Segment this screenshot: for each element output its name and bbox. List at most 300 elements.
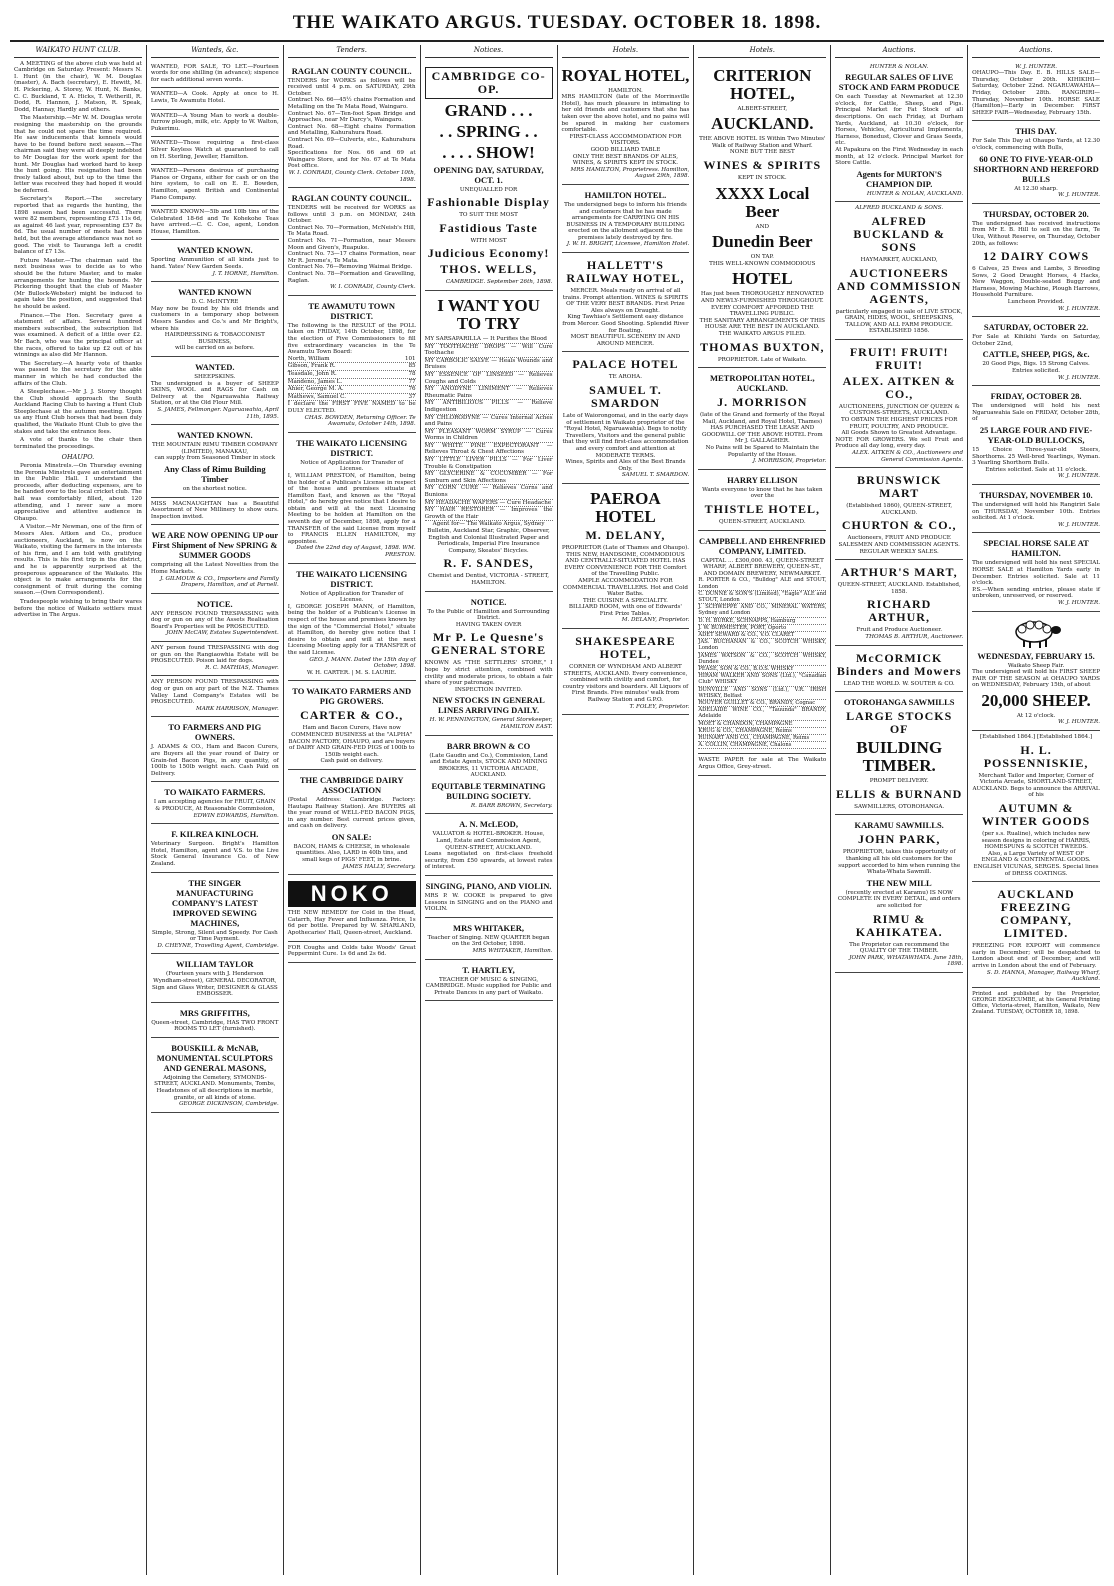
column-auctions-b <box>968 45 1104 1575</box>
column-hotels-a <box>558 45 695 1575</box>
ad-text: The undersigned begs to inform his friends and customers that he has made arrangements for CARRYING ON HIS BUSINESS IN A TEMPORARY BUILDING erected on the allotment adjacent to the premises lately destroyed by fire. <box>564 201 687 241</box>
ad-text: King Tawhiao's Settlement easy distance from Mercer. Good Shooting. Splendid River for Boating. <box>562 314 689 334</box>
ad-subheading: Notice of Application for Transfer of License. <box>300 590 404 604</box>
advertisement <box>835 61 963 203</box>
ad-heading: EQUITABLE TERMINATING BUILDING SOCIETY. <box>431 780 546 801</box>
advertisement <box>562 185 690 253</box>
ad-heading: THOMAS BUXTON, <box>700 339 825 354</box>
ad-text: The undersigned will hold his next Ngaruawahia Sale on FRIDAY, October 28th, of <box>972 403 1100 423</box>
ad-text: PROPRIETOR, takes this opportunity of thanking all his old customers for the support accorded to him when running the Whata-Whata Sawmill. <box>838 849 961 876</box>
ad-text: Contract No. 70—Formation, McNeish's Hill, Te Mata Road. <box>287 224 416 238</box>
ad-text: (late of the Grand and formerly of the Royal Mail, Auckland, and Royal Hotel, Thames) HAS PURCHASED THE LEASE AND GOODWILL OF THE ABOVE HOTEL From Mr J. GALLAGHER. <box>699 412 825 445</box>
ad-heading: HOTEL <box>732 269 793 289</box>
ad-signature: H. W. PENNINGTON, General Storekeeper, HAMILTON EAST. <box>429 717 553 730</box>
ad-heading: Dunedin Beer <box>712 232 813 252</box>
ad-text: TE AROHA. <box>608 374 642 381</box>
ad-signature: JOHN PARK, WHATAWHATA. June 18th, 1898. <box>849 954 964 968</box>
ad-text: AMPLE ACCOMMODATION FOR COMMERCIAL TRAVELLERS. Hot and Cold Water Baths. <box>562 577 688 598</box>
ad-heading: ROYAL HOTEL, <box>561 65 690 85</box>
ad-heading: THE NEW MILL <box>866 877 932 888</box>
poll-row <box>288 394 416 402</box>
article-paragraph: A MEETING of the above club was held at Cambridge on Saturday. Present: Messrs N. I. Hunt (in the chair), W. M. Douglas (master), A. Bach (secretary), E. Hewitt, M. H. Pickering, A. Storey, W. Hunt, N. Banks, C. C. Buckland, T. A. Hicks, T. Wetherill, R. Dodd, R. Hannon, J. Matson, R. Speak, Dodd, Hannay, Hardly and others. <box>14 60 142 113</box>
ad-text: LEAD THE WORLD. W. SOUTER & CO. <box>843 680 955 687</box>
ad-text: Simple, Strong, Silent and Speedy. For Cash or Time Payment. <box>151 929 278 943</box>
ad-text: QUEEN-STREET, AUCKLAND. Established, 1858. <box>837 582 961 595</box>
advertisement <box>698 368 826 470</box>
candidate-votes: 101 <box>404 355 416 362</box>
ad-heading: AUCKLAND. <box>711 114 814 134</box>
advertisement <box>151 954 279 1002</box>
advertisement <box>288 433 416 564</box>
ad-heading: BUILDING TIMBER. <box>856 738 943 776</box>
advertisement <box>151 110 279 138</box>
ad-heading: THOS. WELLS, <box>440 262 537 277</box>
ad-text: (Postal Address: Cambridge. Factory: Hautapu Railway Station). Are BUYERS all the year round of WELL-FED BACON PIGS, in any number. Best current prices given, and cash on delivery. <box>287 796 416 830</box>
ad-text: INSPECTION INVITED. <box>454 686 523 693</box>
ad-signature: CHAS. BOWDEN, Returning Officer. Te Awamutu, October 14th, 1898. <box>304 414 416 428</box>
advertisement <box>562 629 690 715</box>
ad-text: MERCER. Meals ready on arrival of all trains. Prompt attention. WINES & SPIRITS OF THE VERY BEST BRANDS. First Prize Ales always on Draught. <box>562 288 689 314</box>
imprint-text: Printed and published by the Proprietor, GEORGE EDGECUMBE, at his General Printing Office, Victoria-street, Hamilton, Waikato, New Zealand. TUESDAY, OCTOBER 18, 1898. <box>972 990 1100 1016</box>
ad-text: Agent for— The Waikato Argus, Sydney Bulletin, Auckland Star, Graphic, Observer, English and Colonial Illustrated Paper and Periodicals, Imperial Fire Insurance Company, Skeates' Bicycles. <box>427 521 550 554</box>
ad-text: Chemist and Dentist, VICTORIA - STREET, HAMILTON. <box>428 573 550 586</box>
ad-text: VALUATOR & HOTEL-BROKER. House, Land, Estate and Commission Agent, QUEEN-STREET, AUCKLAND. <box>432 831 545 851</box>
ad-text: 6 Calves, 25 Ewes and Lambs, 3 Breeding Sows, 2 Good Draught Horses, 4 Hacks, New Waggon, Double-seated Buggy and Harness, Mowing Machine, Plough Harrows, Household Furniture. <box>972 266 1100 299</box>
ad-heading: NOTICE. <box>470 596 507 607</box>
list-item: D. H. BURKE, SCHNAPPS, Hamburg <box>698 618 826 625</box>
advertisement <box>835 560 963 645</box>
ad-text: WASTE PAPER for sale at The Waikato Argus Office, Grey-street. <box>698 757 827 771</box>
ad-heading: THIS DAY. <box>1015 126 1057 137</box>
column-auctions-a <box>831 45 968 1575</box>
ad-text: Auctioneers, FRUIT AND PRODUCE SALESMEN AND COMMISSION AGENTS. REGULAR WEEKLY SALES. <box>838 535 960 555</box>
ad-text: Late of Waiorongomai, and in the early days of settlement in Waikato proprietor of the "Royal Hotel, Ngaruawahia). Begs to notify Travellers, Visitors and the general public that they will find first-class accommodation and every comfort and attention at MODERATE TERMS. <box>562 413 689 459</box>
ad-text: 20 Good Pigs, Bigs. 15 Strong Calves. Entries solicited. <box>982 361 1090 375</box>
list-item: HIRAM WALKER AND SONS (Ltd.), "Canadian Club" WHISKY <box>698 673 827 686</box>
ad-heading: T. HARTLEY, <box>462 964 515 975</box>
ad-heading: TO FARMERS AND PIG OWNERS. <box>168 722 262 743</box>
ad-text: The Proprietor can recommend the QUALITY OF THE TIMBER. <box>849 941 950 955</box>
ad-heading: THE WAIKATO LICENSING DISTRICT. <box>296 568 408 589</box>
ad-text: THE NEW REMEDY for Cold in the Head, Catarrh, Hay Fever and Influenza. Price, 1s 6d per bottle. Prepared by W. SHARLAND, Apothecaries' Hall, Queen-street, Auckland. <box>287 910 416 937</box>
ad-heading: BOUSKILL & McNAB, MONUMENTAL SCULPTORS AND GENERAL MASONS, <box>156 1042 273 1073</box>
ad-text: Contract No. 76—Removing Waimai Bridge. <box>287 264 413 271</box>
ad-text: Ham and Bacon Curers, Have now COMMENCED BUSINESS at the "ALPHA" BACON FACTORY, OHAUPO, and are buyers of DAIRY AND GRAIN-FED PIGS of 100lb to 150lb weight each. <box>288 725 416 758</box>
ad-heading: CAMBRIDGE CO-OP. <box>425 67 553 99</box>
advertisement <box>425 960 553 1002</box>
ad-signature: Dated the 22nd day of August, 1898. WM. PRESTON. <box>296 545 416 559</box>
advertisement <box>972 612 1100 732</box>
ad-text: Entries solicited. Sale at 11 o'clock. <box>985 466 1087 473</box>
ad-heading: FRUIT! FRUIT! FRUIT! <box>849 344 949 372</box>
ad-heading: AUCKLAND FREEZING COMPANY, LIMITED. <box>997 887 1075 941</box>
ad-text: On each Tuesday at Newmarket at 12.30 o'clock, for Cattle, Sheep, and Pigs. Principal Market for Fat Stock of all descriptions. On each Friday, at Durham Yards, Auckland, at 10.30 o'clock, for Horses, Vehicles, Agricultural Implements, Harness, Bonedust, Clover and Grass Seeds, etc. <box>835 94 964 147</box>
ad-text: MRS HAMILTON (late of the Morrinsville Hotel), has much pleasure in intimating to her old friends and customers that she has taken over the above hotel, and no pains will be spared in making her customers comfortable. <box>561 94 690 134</box>
article-paragraph: Future Master.—The chairman said the next business was to decide as to who should be the future Master, and to make arrangements for hunting the hounds. Mr Pickering thought that the club of Master (Mr Bullock-Webster) might be induced to again take the position, and suggested that he should be asked. <box>14 257 142 310</box>
ad-heading: SINGING, PIANO, AND VIOLIN. <box>425 881 552 892</box>
ad-text: Fruit and Produce Auctioneer. <box>856 627 943 634</box>
advertisement <box>151 61 279 89</box>
candidate-name: North, William <box>287 355 330 362</box>
ad-text: Contract No. 69—Culverts, etc., Kahurahura Road. <box>287 136 416 150</box>
ad-text: PROPRIETOR (Late of Thames and Ohaupo). <box>561 544 690 551</box>
column-heading: Auctions. <box>835 45 963 58</box>
ad-heading: WINES & SPIRITS <box>703 157 822 172</box>
advertisement <box>151 282 279 357</box>
ad-text: ANY PERSON FOUND TRESPASSING with dog or gun on any of the Assets Realisation Board's Properties will be PROSECUTED. <box>150 610 279 630</box>
advertisement <box>972 533 1100 611</box>
ad-text: QUEEN-STREET, AUCKLAND. <box>719 519 806 526</box>
ad-signature: T. FOLEY, Proprietor. <box>629 703 690 710</box>
ad-heading: REGULAR SALES OF LIVE STOCK AND FARM PRODUCE <box>838 72 960 93</box>
ad-text: [Established 1864.] [Established 1864.] <box>979 734 1093 741</box>
ad-heading: WEDNESDAY, FEBRUARY 15. <box>977 650 1095 661</box>
article-paragraph: A Visitor.—Mr Newman, one of the firm of Messrs Alex. Aitken and Co., produce auctioneers, Auckland, is now on the Waikato, visiting the farmers in the interests of his firm, and I am told with gratifying results. This is his first trip in the district, and he is apparently surprised at the prosperous appearance of the Waikato. His object is to make arrangements for the consignment of fruit during the coming season.—(Own Correspondent). <box>14 524 142 597</box>
ad-text: GOOD BILLIARD TABLE <box>590 146 661 153</box>
ad-text: Contract No. 66—45½ chains Formation and Metalling on the Te Mata Road, Waingaro. <box>287 97 416 110</box>
ad-heading: LARGE STOCKS OF <box>846 709 953 737</box>
ad-text: Contract No. 68—Eight chains Formation and Metalling, Kahurahura Road. <box>287 123 416 137</box>
ad-text: ONLY THE BEST BRANDS OF ALES, WINES, & SPIRITS KEPT IN STOCK. <box>572 153 679 167</box>
ad-text: THE ABOVE HOTEL IS Within Two Minutes' Walk of Railway Station and Wharf. <box>699 136 826 149</box>
ad-heading: I WANT YOU TO TRY <box>437 295 540 333</box>
advertisement <box>425 291 553 592</box>
ad-text: TENDERS will be received for WORKS as follows until 3 p.m. on MONDAY, 24th October. <box>287 205 416 225</box>
ad-heading: HALLETT'S RAILWAY HOTEL, <box>566 258 685 286</box>
ad-text: WITH MOST <box>470 237 507 244</box>
advertisement <box>151 165 279 206</box>
ad-heading: WANTED KNOWN. <box>177 430 253 441</box>
advertisement <box>151 824 279 872</box>
ad-text: MISS MACNAUGHTAN has a Beautiful Assortment of New Millinery to show ours. Inspection invited. <box>150 500 279 520</box>
ad-text: Teacher of Singing. NEW QUARTER began on the 3rd October, 1898. <box>427 934 550 948</box>
ad-text: P.S.—When sending entries, please state if unbroken, unreserved, or reserved. <box>972 586 1100 600</box>
article-paragraph: A vote of thanks to the chair then terminated the proceedings. <box>14 437 142 450</box>
ad-text: TO OBTAIN THE HIGHEST PRICES FOR FRUIT, POULTRY, AND PRODUCE. <box>841 417 958 430</box>
ad-heading: MRS GRIFFITHS, <box>179 1007 250 1018</box>
ad-signature: S. D. HANNA, Manager, Railway Wharf, Auckland. <box>986 969 1100 983</box>
ad-text: Loans negotiated on first-class freehold security, from £50 upwards, at lowest rates of interest. <box>424 851 553 871</box>
advertisement <box>288 942 416 963</box>
ad-heading: Any Class of Rimu Building Timber <box>164 463 266 484</box>
ad-signature: MARK HARRISON, Manager. <box>196 705 279 712</box>
ad-text: Has just been THOROUGHLY RENOVATED AND NEWLY-FURNISHED THROUGHOUT. <box>700 291 824 304</box>
candidate-votes: 37 <box>408 393 416 400</box>
ad-text: I, GEORGE JOSEPH MANN, of Hamilton, being the holder of a Publican's License in respect of the house and premises known by the sign of the "Commercial Hotel," situate at Hamilton, do hereby give notice that I desire to obtain and will at the next Licensing Meeting apply for a TRANSFER of the said License. <box>287 603 416 656</box>
ad-heading: FRIDAY, OCTOBER 28. <box>990 391 1082 402</box>
list-item: MY CARBOLIC SALVE — Heals Wounds and Bruises <box>424 357 553 371</box>
advertisement <box>151 137 279 165</box>
ad-heading: AUTUMN & WINTER GOODS <box>981 801 1091 829</box>
candidate-name: Ahier, George M. A. <box>287 386 344 393</box>
ad-signature: THOMAS B. ARTHUR, Auctioneer. <box>865 633 964 640</box>
advertisement <box>425 814 553 876</box>
advertisement <box>151 676 279 717</box>
ad-signature: JAMES HALLY, Secretary. <box>342 863 416 870</box>
ad-text: HAMILTON. <box>608 87 643 94</box>
column-hunt-club <box>10 45 147 1575</box>
advertisement <box>972 882 1100 988</box>
ad-text: FIRST-CLASS ACCOMMODATION FOR VISITORS. <box>569 133 682 147</box>
advertisement <box>151 498 279 526</box>
ad-name: D. C. McINTYRE <box>191 299 239 306</box>
ad-text: Contract No. 71—Formation, near Messrs Moon and Given's, Ruapuke. <box>287 238 416 251</box>
ad-text: particularly engaged in sale of LIVE STOCK, GRAIN, HIDES, WOOL, SHEEPSKINS, TALLOW, AND ALL FARM PRODUCE. <box>835 308 963 328</box>
ad-heading: MRS WHITAKER, <box>453 922 525 933</box>
ad-firm: ALFRED BUCKLAND & SONS. <box>855 205 944 212</box>
ad-text: Wants everyone to know that he has taken over the <box>702 486 823 500</box>
ad-signature: W. H. CARTER. | M. S. LAURIE. <box>306 669 397 676</box>
ad-text: I am accepting agencies for FRUIT, GRAIN & PRODUCE, At Reasonable Commission, <box>153 799 276 812</box>
ad-text: All Goods Shown to Greatest Advantage. <box>841 430 957 437</box>
ad-heading: SAMUEL T. SMARDON <box>589 383 662 410</box>
advertisement <box>151 594 279 642</box>
ad-text: THIS WELL-KNOWN COMMODIOUS <box>709 260 816 267</box>
candidate-name: Teasdale, John R. <box>287 370 337 377</box>
column-heading: Hotels. <box>698 45 826 58</box>
advertisement <box>972 485 1100 533</box>
ad-text: WANTED—A Young Man to work a double-furrow plough, milk, etc. Apply to W. Walton, Pukerimu. <box>150 112 279 132</box>
ad-text: 15 Choice Three-year-old Steers, Shorthorns. 25 Well-bred Yearlings, Wyman. 3 Yearling Shorthorn Bulls. <box>972 447 1100 467</box>
column-hotels-b <box>694 45 831 1575</box>
ad-text: NOTE FOR GROWERS. We sell Fruit and Produce all day long, every day. <box>835 436 964 450</box>
ad-text: J. ADAMS & CO., Ham and Bacon Curers, are Buyers all the year round of Dairy or Grain-fed Bacon Pigs, in any quantity, of 100lb to 150lb weight each. Cash Paid on Delivery. <box>150 744 279 777</box>
advertisement <box>698 470 826 531</box>
ad-heading: McCORMICK Binders and Mowers <box>836 650 962 678</box>
list-item: C. DUNNE & SON'S (Limited), "Eagle" ALE and STOUT, London <box>698 590 827 604</box>
advertisement <box>425 736 553 815</box>
ad-signature: W. J. HUNTER. <box>1058 719 1100 726</box>
list-item: MOET & CHANDON, CHAMPAGNE <box>698 721 826 728</box>
ad-signature: MRS WHITAKER, Hamilton. <box>472 948 553 954</box>
poll-row <box>288 386 416 394</box>
ad-signature: W. J. HUNTER. <box>1058 473 1100 480</box>
ad-text: OHAUPO—This Day. E. B. HILLS SALE—Thursday, October 20th. KIHIKIHI—Saturday, October 22nd. NGARUAWAHIA—Friday, October 28th. RANGIRIRI—Thursday, November 10th. HORSE SALE (Hamilton)—Early in December. FIRST SHEEP FAIR—Wednesday, February 15th. <box>972 70 1100 116</box>
advertisement <box>972 731 1100 882</box>
ad-heading: . . . . SHOW! <box>442 142 535 162</box>
list-item: DUNVILLE AND SONS (Ltd.), V.R. IRISH WHISKY, Belfast <box>698 686 827 699</box>
ad-signature: J. T. HORNE, Hamilton. <box>212 270 279 277</box>
ad-text: NONE BUT THE BEST <box>729 149 795 156</box>
imprint <box>972 988 1100 1020</box>
list-item: MY GLYCERINE & CUCUMBER — For Sunburn and Skin Affections <box>424 471 553 484</box>
ad-text: Contract No. 73—17 chains Formation, near Mr R. Jerome's, Te Mata. <box>287 251 416 264</box>
advertisement <box>151 425 279 497</box>
ad-text: UNEQUALLED FOR <box>459 186 518 193</box>
ad-signature: HUNTER & NOLAN, AUCKLAND. <box>866 190 964 197</box>
ad-heading: METROPOLITAN HOTEL, AUCKLAND. <box>709 373 815 394</box>
list-item: MY ANTIBILIOUS PILLS — Relieve Indigestion <box>424 400 553 413</box>
ad-text: To the Public of Hamilton and Surrounding District. <box>427 608 550 622</box>
list-item: MY HAIR RESTORER — Improves the Growth of the Hair <box>424 507 553 520</box>
ad-heading: BRUNSWICK MART <box>857 473 942 501</box>
column-heading: Tenders. <box>288 45 416 58</box>
ad-signature: MRS HAMILTON, Proprietress. Hamilton, August 29th, 1898. <box>570 166 690 180</box>
ad-heading: ALEX. AITKEN & CO., <box>842 373 956 401</box>
ad-heading: 60 ONE TO FIVE-YEAR-OLD SHORTHORN AND HEREFORD BULLS <box>973 153 1099 184</box>
column-heading: Auctions. <box>972 45 1100 58</box>
ad-signature: EDWIN EDWARDS, Hamilton. <box>193 812 279 819</box>
advertisement <box>425 876 553 918</box>
advertisement <box>972 61 1100 122</box>
poll-results <box>288 356 416 402</box>
ad-text: (Established 1860), QUEEN-STREET, AUCKLAND. <box>846 503 953 516</box>
ad-signature: W. I. CONRADI, County Clerk. October 10th, 1898. <box>288 169 416 183</box>
list-item: JAS. BUCHANAN & CO., SCOTCH WHISKY, London <box>698 639 827 652</box>
ad-heading: THISTLE HOTEL, <box>704 502 820 517</box>
ad-text: (recently erected at Karamu) IS NOW COMPLETE IN EVERY DETAIL, and orders are solicited for <box>837 889 961 909</box>
ad-signature: W. I. CONRADI, County Clerk. <box>330 284 416 291</box>
ad-heading: XXXX Local Beer <box>715 183 810 221</box>
ad-text: MRS P. W. COOKE is prepared to give Lessons in SINGING and on the PIANO and VIOLIN. <box>424 893 553 913</box>
advertisement <box>288 770 416 875</box>
ad-heading: THE SINGER MANUFACTURING COMPANY'S LATEST IMPROVED SEWING MACHINES, <box>171 877 258 928</box>
list-item: RUINART AND CO., CHAMPAGNE, Reims <box>698 735 826 742</box>
ad-signature: ALEX. AITKEN & CO., Auctioneers and General Commission Agents. <box>851 450 964 463</box>
ad-text: (Late Gaudin and Co.), Commission, Land and Estate Agents, STOCK AND MINING BROKERS, 11 VICTORIA ARCADE, AUCKLAND. <box>429 752 548 779</box>
ad-text: Queen-street, Cambridge, HAS TWO FRONT ROOMS TO LET (furnished). <box>151 1019 279 1033</box>
advertisement <box>835 202 963 340</box>
ad-text: HAIRDRESSING & TOBACCONIST BUSINESS, <box>164 332 265 345</box>
ad-text: BILLIARD ROOM, with one of Edwards' First Prize Tables. <box>568 604 682 617</box>
article-paragraph: The Secretary.—A hearty vote of thanks was passed to the secretary for the able manner in which he had conducted the affairs of the Club. <box>14 360 142 387</box>
advertisement <box>562 253 690 352</box>
ad-heading: 12 DAIRY COWS <box>982 249 1090 264</box>
list-item: J. SCHWEPPE AND CO., MINERAL WATERS, Sydney and London <box>698 604 827 617</box>
ad-text: HAVING TAKEN OVER <box>455 621 522 628</box>
ad-heading: Fastidious Taste <box>439 220 538 235</box>
ad-text: I declare the FIRST FIVE NAMED to be DULY ELECTED. <box>287 401 416 414</box>
ad-heading: CATTLE, SHEEP, PIGS, &c. <box>982 349 1090 360</box>
list-item: A. COLLIN, CHAMPAGNE, Chalons <box>698 742 826 749</box>
ad-heading: THURSDAY, NOVEMBER 10. <box>979 489 1093 500</box>
advertisement <box>835 468 963 560</box>
ad-text: For Sale This Day at Ohaupo Yards, at 12.30 o'clock, commencing with Bulls, <box>972 138 1100 151</box>
ad-text: HAYMARKET, AUCKLAND, <box>860 256 938 263</box>
sheep-icon <box>1006 617 1066 649</box>
ad-heading: ALFRED BUCKLAND & SONS <box>853 213 946 254</box>
ad-signature: D. CHEYNE, Travelling Agent, Cambridge. <box>157 942 279 949</box>
ad-heading: THE WAIKATO LICENSING DISTRICT. <box>296 437 408 458</box>
ad-text: ALBERT-STREET, <box>737 105 788 112</box>
ad-text: will be carried on as before. <box>174 345 255 352</box>
ad-text: Veterinary Surgeon. Bright's Hamilton Hotel, Hamilton, agent and V.S. to the Live Stock General Insurance Co. of New Zealand. <box>150 841 279 867</box>
section-heading: OHAUPO. <box>61 453 95 462</box>
advertisement <box>562 352 690 484</box>
list-item: PEASE, SON & CO., B.O.S. WHISKY <box>698 666 826 673</box>
ad-text: TENDERS for WORKS as follows will be received until 4 p.m. on SATURDAY, 29th October. <box>287 77 416 97</box>
ad-heading: RAGLAN COUNTY COUNCIL. <box>291 193 412 204</box>
ad-heading: ARTHUR'S MART, <box>840 565 958 580</box>
ad-name: SHEEPSKINS. <box>194 374 236 380</box>
column-heading: Notices. <box>425 45 553 58</box>
advertisement <box>288 681 416 770</box>
advertisement <box>151 782 279 824</box>
advertisement <box>151 873 279 955</box>
advertisement <box>288 188 416 296</box>
ad-signature: CAMBRIDGE. September 26th, 1898. <box>445 279 553 286</box>
ad-text: Luncheon Provided. <box>1007 299 1065 306</box>
list-item: MY LITTLE LIVER PILLS — For Liver Trouble & Constipation <box>424 457 553 470</box>
list-item: MY CHLORODYNE — Cures Internal Aches and Pains <box>424 414 553 428</box>
list-item: ROUYER GUILLET & CO., BRANDY, Cognac <box>698 700 826 707</box>
list-item: MY HEADACHE WAFERS — Cure Headache <box>424 499 552 506</box>
candidate-name: Gibson, Frank R. <box>287 363 336 370</box>
list-item: MY PLEASANT WORM SYRUP — Cures Worms in Children <box>424 428 553 442</box>
list-item: ADELAIDE WINE CO., "Tauunda" BRANDY, Adelaide <box>698 707 827 720</box>
ad-heading: THURSDAY, OCTOBER 20. <box>983 208 1089 219</box>
ad-text: comprising all the Latest Novelties from the Home Markets. <box>150 562 279 575</box>
ad-signature: J. GILMOUR & CO., Importers and Family Drapers, Hamilton, and at Parnell. <box>160 575 279 589</box>
list-item: R. PORTER & CO., "Bulldog" ALE and STOUT, London <box>698 577 827 590</box>
ad-heading: RAGLAN COUNTY COUNCIL. <box>291 65 412 76</box>
noko-logo-banner: NOKO <box>288 881 416 907</box>
ad-signature: GEORGE DICKINSON, Cambridge. <box>179 1101 279 1108</box>
ad-heading: SATURDAY, OCTOBER 22. <box>983 322 1089 333</box>
poll-row <box>288 371 416 379</box>
ad-heading: SHAKESPEARE HOTEL, <box>575 634 676 662</box>
columns-container <box>10 45 1104 1575</box>
list-item: KRUG & CO., CHAMPAGNE, Reims <box>698 728 826 735</box>
article-paragraph: Peronia Minstrels.—On Thursday evening the Peronia Minstrels gave an entertainment in the Public Hall. I understand the proceeds, after deducting expenses, are to be handed over to the local cricket club. The hall was comfortably filled, about 120 attending, and I never saw a more appreciative and attentive audience in Ohaupo. <box>14 463 142 522</box>
column-notices <box>421 45 558 1575</box>
ad-heading: WANTED KNOWN <box>178 287 252 298</box>
ad-text: THE WAIKATO ARGUS FILED. <box>718 330 806 337</box>
ad-heading: BARR BROWN & CO <box>446 740 531 751</box>
ad-heading: R. F. SANDES, <box>443 556 534 571</box>
ad-text: The following is the RESULT of the POLL taken on FRIDAY, 14th October, 1898, for the election of Five Commissioners to fill five extraordinary vacancies in the Te Awamutu Town Board: <box>287 322 416 356</box>
article-paragraph: The Mastership.—Mr W. M. Douglas wrote resigning the mastership on the grounds that he could not spare the time required. He saw inducements that kennels would have to be found before next season.—The chairman said they were all deeply indebted to Mr Douglas for the work spent for the hunt. Mr Douglas had worked hard to keep the hunt going. His resignation had been freely talked about, but up to the time the letter was received they had hoped it would be deferred. <box>14 115 142 194</box>
ad-text: Specifications for Nos. 66 and 69 at Waingaro Store, and for No. 67 at Te Mata Post office. <box>287 150 416 170</box>
ad-heading: KARAMU SAWMILLS. <box>854 820 944 831</box>
ad-text: At Papakura on the First Wednesday in each month, at 12 o'clock. Principal Market for Store Cattle. <box>835 146 964 167</box>
column-wanteds <box>147 45 284 1575</box>
advertisement <box>151 206 279 240</box>
poll-row <box>288 363 416 371</box>
ad-text: The undersigned has received instructions from Mr E. B. Hill to sell on the farm, Te Uku, Without Reserve, on Thursday, October 20th, as follows: <box>972 220 1100 247</box>
ad-heading: H. L. POSSENNISKIE, <box>983 742 1089 770</box>
ad-text: ESTABLISHED 1856. <box>868 328 930 335</box>
ad-heading: GRAND . . . <box>444 100 533 120</box>
ad-text: Merchant Tailor and Importer, Corner of Victoria Arcade, SHORTLAND-STREET, AUCKLAND. Begs to announce the ARRIVAL of his <box>972 772 1100 799</box>
ad-signature: GEO. J. MANN. Dated the 15th day of October, 1898. <box>309 656 416 670</box>
advertisement <box>425 592 553 736</box>
column-heading: Hotels. <box>562 45 690 58</box>
ad-text: I, WILLIAM PRESTON, of Hamilton, being the holder of a Publican's License in respect of the house and premises situate at Hamilton East, and known as the "Royal Hotel," do hereby give notice that I desire to obtain and will at the next Licensing Meeting to be holden at Hamilton on the seventh day of December, 1898, apply for a TRANSFER of the said License from myself to FRANCIS ELLEN HAMILTON, my appointee. <box>287 472 416 545</box>
ad-text: (Fourteen years with J. Henderson Wyndham-street), GENERAL DECORATOR, Sign and Glass Writer, DESIGNER & GLASS EMBOSSER. <box>151 971 278 998</box>
ad-text: SAWMILLERS, OTOROHANGA. <box>854 803 945 810</box>
ad-heading: JOHN PARK, <box>857 832 941 847</box>
advertisement <box>425 918 553 960</box>
ad-signature: R. C. MATHIAS, Manager. <box>205 664 279 671</box>
advertisement <box>698 61 826 369</box>
advertisement <box>288 875 416 941</box>
advertisement <box>151 642 279 676</box>
ad-heading: THE CAMBRIDGE DAIRY ASSOCIATION <box>299 774 404 795</box>
ad-text: No Pains will be Spared to Maintain the Popularity of the House. <box>705 445 819 458</box>
list-item: ADET SEWARD & CO., V.O. CLARET <box>698 632 826 639</box>
ad-heading: Fashionable Display <box>427 195 550 210</box>
ad-text: CORNER OF WYNDHAM AND ALBERT STREETS, AUCKLAND. Every convenience, combined with civility and comfort, for country visitors and boarders. All Liquors of First Brands. Five minutes' walk from Railway Station and G.P.O. <box>562 664 689 704</box>
advertisement <box>698 531 826 755</box>
ad-text: (per s.s. Rualine), which includes new season designs in coloring of HARRIS, HOMESPUNS & SCOTCH TWEEDS. <box>981 831 1091 851</box>
advertisement <box>151 525 279 593</box>
ad-heading: TE AWAMUTU TOWN DISTRICT. <box>308 300 395 321</box>
ad-text: on the shortest notice. <box>182 485 247 492</box>
ad-heading: PALACE HOTEL <box>572 357 679 372</box>
ad-text: The undersigned will hold his next SPECIAL HORSE SALE at Hamilton Yards early in December. Entries solicited. Sale at 11 o'clock. <box>972 560 1100 587</box>
advertisement <box>562 61 690 185</box>
